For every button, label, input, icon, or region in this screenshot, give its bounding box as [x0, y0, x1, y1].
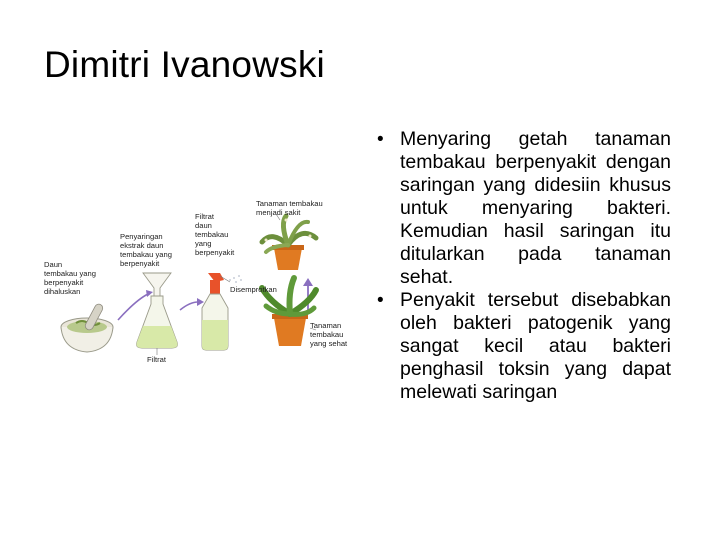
label-daun: Daun tembakau yang berpenyakit dihaluskan — [44, 260, 96, 296]
label-penyaringan: Penyaringan ekstrak daun tembakau yang berpenyakit — [120, 232, 172, 268]
bullet-item — [373, 128, 671, 289]
filter-flask — [137, 273, 178, 348]
arrow-to-sprayer — [180, 302, 198, 310]
label-filtrat-daun: Filtrat daun tembakau yang berpenyakit — [195, 212, 235, 257]
spray-mist — [229, 275, 242, 283]
bullet-list — [373, 128, 671, 404]
label-tanaman-sehat: Tanaman tembakau yang sehat — [310, 321, 348, 348]
label-filtrat: Filtrat — [147, 355, 166, 364]
bullet-marker: • — [377, 290, 384, 311]
label-tanaman-sakit: Tanaman tembakau menjadi sakit — [256, 199, 323, 217]
label-disemprotkan: Disemprotkan — [230, 285, 277, 294]
bullet-item — [373, 289, 671, 404]
slide-title: Dimitri Ivanowski — [44, 44, 325, 85]
bullet-text: Penyakit tersebut disebabkan oleh bakteri patogenik yang sangat kecil atau bakteri penghasil toksin yang dapat melewati saringan — [400, 289, 671, 403]
arrow-to-filter — [118, 294, 148, 320]
sick-tobacco-plant — [262, 216, 316, 270]
sprayer-bottle — [202, 273, 230, 350]
virus-experiment-illustration — [40, 190, 360, 370]
bullet-marker: • — [377, 129, 384, 150]
bullet-text: Menyaring getah tanaman tembakau berpenyakit dengan saringan yang didesiin khusus untuk menyaring bakteri. Kemudian hasil saringan itu ditularkan pada tanaman sehat. — [400, 128, 671, 288]
